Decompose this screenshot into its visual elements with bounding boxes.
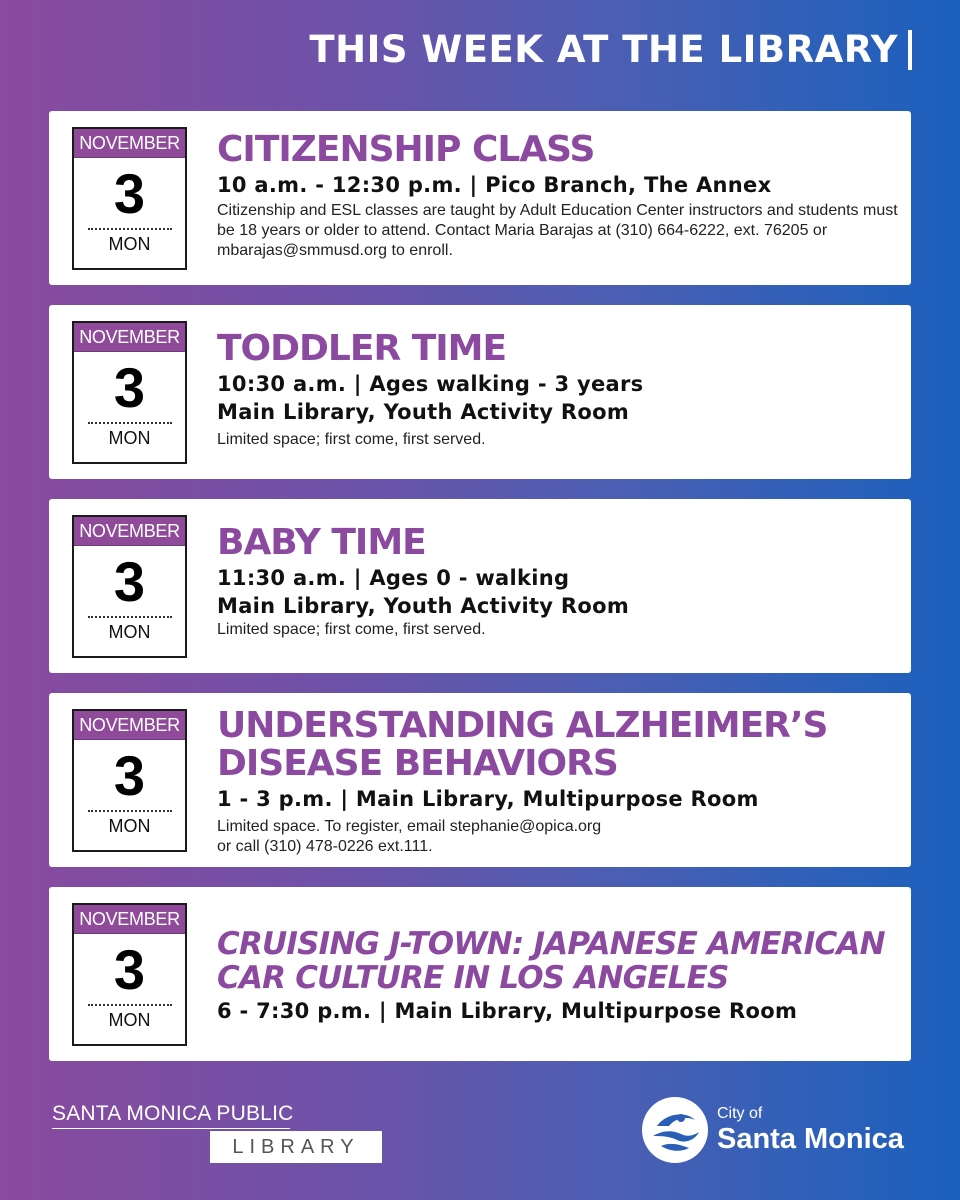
calendar-divider <box>88 422 172 424</box>
event-card[interactable] <box>49 111 911 285</box>
calendar-day-number: 3 <box>113 744 146 807</box>
city-logo-text <box>717 1105 904 1155</box>
event-time-location: 10 a.m. - 12:30 p.m. | Pico Branch, The Annex <box>217 173 772 197</box>
calendar-icon <box>72 515 187 658</box>
event-title-line-2: CAR CULTURE IN LOS ANGELES <box>217 960 729 996</box>
page-title-text: THIS WEEK AT THE LIBRARY <box>309 28 898 71</box>
calendar-month: NOVEMBER <box>74 323 185 352</box>
city-seal-icon <box>641 1096 709 1164</box>
event-content <box>217 707 899 857</box>
calendar-month: NOVEMBER <box>74 905 185 934</box>
city-logo <box>641 1096 904 1164</box>
event-card[interactable] <box>49 499 911 673</box>
calendar-month: NOVEMBER <box>74 517 185 546</box>
calendar-day-number: 3 <box>113 356 146 419</box>
event-content <box>217 330 899 450</box>
calendar-weekday: MON <box>108 234 151 254</box>
event-description: Limited space; first come, first served. <box>217 621 486 638</box>
event-location: Main Library, Youth Activity Room <box>217 400 629 424</box>
calendar-day-number: 3 <box>113 550 146 613</box>
calendar-weekday: MON <box>108 1010 151 1030</box>
calendar-day-number: 3 <box>113 162 146 225</box>
calendar-month: NOVEMBER <box>74 711 185 740</box>
city-name-label: Santa Monica <box>717 1123 904 1155</box>
event-time-ages: 10:30 a.m. | Ages walking - 3 years <box>217 372 644 396</box>
event-title: TODDLER TIME <box>217 328 507 369</box>
event-content <box>217 524 899 640</box>
page-title <box>309 28 912 71</box>
calendar-weekday: MON <box>108 816 151 836</box>
calendar-divider <box>88 1004 172 1006</box>
event-title-line-1: UNDERSTANDING ALZHEIMER’S <box>217 705 828 746</box>
library-logo-bottom: LIBRARY <box>210 1131 382 1163</box>
event-time-ages: 11:30 a.m. | Ages 0 - walking <box>217 566 570 590</box>
event-location: Main Library, Youth Activity Room <box>217 594 629 618</box>
event-title: BABY TIME <box>217 522 426 563</box>
event-title-line-1: CRUISING J-TOWN: JAPANESE AMERICAN <box>217 926 885 962</box>
calendar-weekday: MON <box>108 428 151 448</box>
calendar-divider <box>88 616 172 618</box>
calendar-icon <box>72 903 187 1046</box>
event-title: CITIZENSHIP CLASS <box>217 129 595 170</box>
event-description-line-1: Limited space. To register, email stephanie@opica.org <box>217 818 602 835</box>
event-title-line-2: DISEASE BEHAVIORS <box>217 743 618 784</box>
calendar-divider <box>88 228 172 230</box>
calendar-weekday: MON <box>108 622 151 642</box>
event-description: Limited space; first come, first served. <box>217 431 486 448</box>
calendar-day-number: 3 <box>113 938 146 1001</box>
event-card[interactable] <box>49 887 911 1061</box>
event-description-line-2: or call (310) 478-0226 ext.111. <box>217 838 433 855</box>
event-card[interactable] <box>49 693 911 867</box>
event-time-location: 1 - 3 p.m. | Main Library, Multipurpose Room <box>217 787 759 811</box>
calendar-icon <box>72 709 187 852</box>
event-description: Citizenship and ESL classes are taught by Adult Education Center instructors and students must be 18 years or older to attend. Contact Maria Barajas at (310) 664-6222, ext. 76205 or mbarajas@smmusd.org to enroll. <box>217 202 898 259</box>
event-time-location: 6 - 7:30 p.m. | Main Library, Multipurpose Room <box>217 999 798 1023</box>
calendar-icon <box>72 127 187 270</box>
library-logo-top: SANTA MONICA PUBLIC <box>52 1102 290 1129</box>
event-content <box>217 927 899 1025</box>
event-card[interactable] <box>49 305 911 479</box>
calendar-icon <box>72 321 187 464</box>
calendar-month: NOVEMBER <box>74 129 185 158</box>
city-of-label: City of <box>717 1105 763 1122</box>
title-bar-divider <box>908 30 912 70</box>
event-content <box>217 131 899 261</box>
calendar-divider <box>88 810 172 812</box>
library-logo <box>52 1102 382 1163</box>
